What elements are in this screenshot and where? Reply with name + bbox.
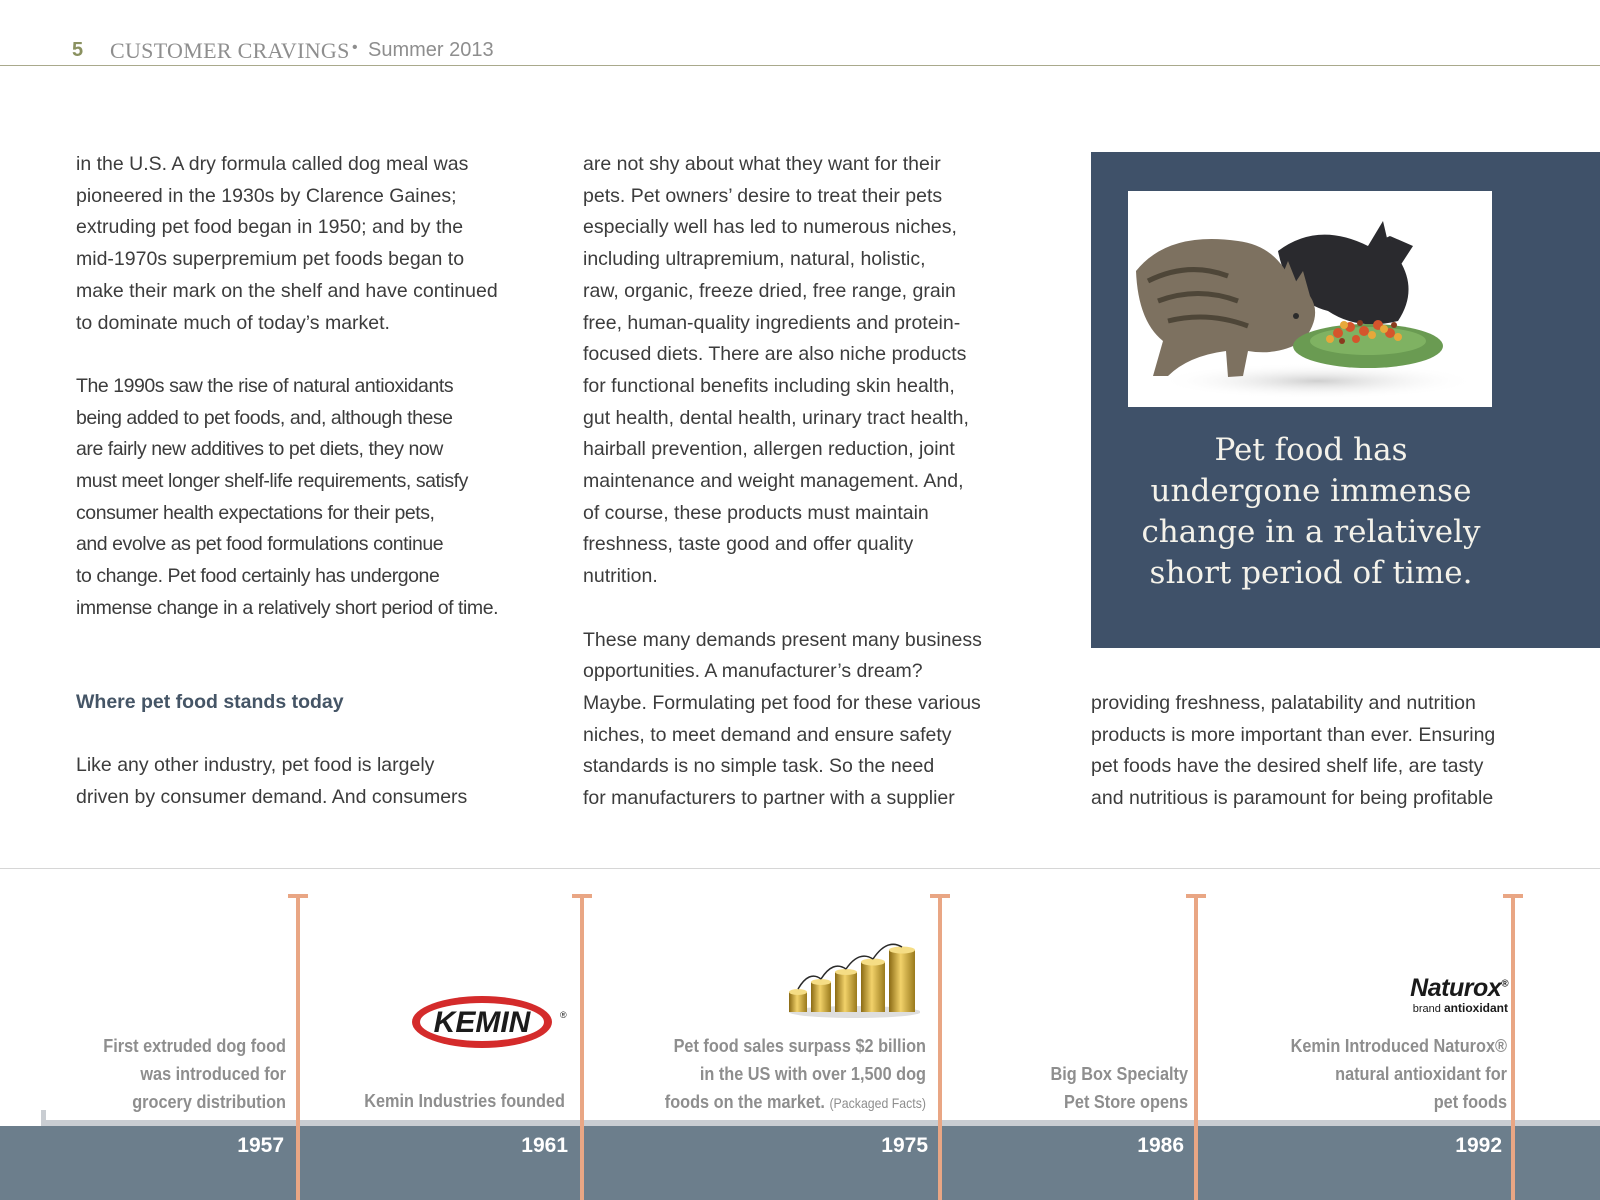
event-line: grocery distribution bbox=[132, 1091, 286, 1112]
text-column-2 bbox=[583, 149, 1043, 815]
quote-line: Pet food has bbox=[1214, 432, 1408, 468]
event-line: natural antioxidant for bbox=[1335, 1063, 1507, 1084]
text-line: Like any other industry, pet food is largely bbox=[76, 753, 435, 776]
timeline-event-1961 bbox=[332, 1087, 565, 1115]
naturox-sub-text: antioxidant bbox=[1443, 1001, 1508, 1015]
text-line: products is more important than ever. Ensuring bbox=[1091, 723, 1496, 746]
timeline-marker-1961 bbox=[580, 896, 584, 1200]
quote-line: short period of time. bbox=[1149, 555, 1473, 591]
event-line: Kemin Introduced Naturox® bbox=[1290, 1035, 1507, 1056]
text-line: Maybe. Formulating pet food for these various bbox=[583, 691, 981, 714]
text-line: providing freshness, palatability and nutrition bbox=[1091, 692, 1476, 714]
text-line: for functional benefits including skin health, bbox=[583, 374, 955, 397]
publication-title: CUSTOMER CRAVINGS bbox=[110, 38, 350, 63]
timeline-event-1957 bbox=[92, 1032, 286, 1116]
timeline-marker-cap bbox=[1503, 894, 1523, 898]
event-line: First extruded dog food bbox=[103, 1035, 286, 1056]
text-line: driven by consumer demand. And consumers bbox=[76, 785, 468, 808]
timeline-marker-1975 bbox=[938, 896, 942, 1200]
paragraph bbox=[76, 149, 546, 339]
pull-quote bbox=[1091, 430, 1531, 594]
text-line: focused diets. There are also niche products bbox=[583, 343, 967, 366]
timeline-marker-1957 bbox=[296, 896, 300, 1200]
event-line: in the US with over 1,500 dog bbox=[699, 1063, 926, 1084]
timeline-marker-cap bbox=[930, 894, 950, 898]
naturox-logo bbox=[1368, 974, 1508, 1015]
timeline-year: 1986 bbox=[1137, 1134, 1184, 1157]
text-line: niches, to meet demand and ensure safety bbox=[583, 723, 952, 746]
header-separator: • bbox=[352, 39, 358, 56]
paragraph bbox=[76, 371, 546, 625]
section-heading: Where pet food stands today bbox=[76, 690, 344, 713]
text-column-1 bbox=[76, 149, 546, 813]
event-line: pet foods bbox=[1433, 1091, 1507, 1112]
timeline-year: 1975 bbox=[881, 1134, 928, 1157]
text-column-3 bbox=[1091, 688, 1561, 815]
text-line: are not shy about what they want for their bbox=[583, 153, 941, 175]
timeline-event-1975 bbox=[646, 1032, 926, 1117]
event-source: (Packaged Facts) bbox=[829, 1095, 926, 1111]
event-line: Pet food sales surpass $2 billion bbox=[673, 1035, 926, 1056]
text-line: being added to pet foods, and, although these bbox=[76, 406, 453, 429]
text-line: must meet longer shelf-life requirements, satisfy bbox=[76, 470, 468, 493]
section-divider bbox=[0, 868, 1600, 869]
timeline-marker-cap bbox=[572, 894, 592, 898]
text-line: The 1990s saw the rise of natural antioxidants bbox=[76, 374, 454, 397]
naturox-name-text: Naturox bbox=[1410, 974, 1502, 1002]
text-line: standards is no simple task. So the need bbox=[583, 755, 935, 778]
text-line: pet foods have the desired shelf life, are tasty bbox=[1091, 755, 1484, 778]
text-line: for manufacturers to partner with a supplier bbox=[583, 787, 955, 810]
paragraph bbox=[583, 625, 1043, 815]
text-line: freshness, taste good and offer quality bbox=[583, 533, 914, 556]
timeline-year: 1961 bbox=[521, 1134, 568, 1157]
text-line: opportunities. A manufacturer’s dream? bbox=[583, 660, 923, 683]
timeline-event-1986 bbox=[1023, 1060, 1188, 1116]
quote-line: undergone immense bbox=[1150, 473, 1472, 509]
pull-quote-box bbox=[1091, 152, 1600, 648]
text-line: free, human-quality ingredients and protein- bbox=[583, 311, 961, 334]
kemin-logo-mark: ® bbox=[560, 1010, 567, 1020]
text-line: gut health, dental health, urinary tract health, bbox=[583, 406, 969, 429]
paragraph bbox=[1091, 688, 1561, 815]
text-line: nutrition. bbox=[583, 565, 658, 588]
paragraph bbox=[583, 149, 1043, 593]
running-header bbox=[0, 0, 1600, 66]
naturox-logo-subtitle bbox=[1368, 1001, 1508, 1015]
text-line: raw, organic, freeze dried, free range, grain bbox=[583, 279, 956, 302]
text-line: mid-1970s superpremium pet foods began to bbox=[76, 248, 465, 271]
text-line: of course, these products must maintain bbox=[583, 501, 929, 524]
text-line: immense change in a relatively short period of time. bbox=[76, 596, 499, 619]
text-line: in the U.S. A dry formula called dog meal was bbox=[76, 153, 469, 175]
kemin-logo bbox=[410, 994, 570, 1055]
event-line: was introduced for bbox=[140, 1063, 286, 1084]
quote-line: change in a relatively bbox=[1141, 514, 1481, 550]
event-line: Big Box Specialty bbox=[1050, 1063, 1188, 1084]
text-line: including ultrapremium, natural, holistic, bbox=[583, 248, 926, 271]
timeline-marker-cap bbox=[288, 894, 308, 898]
kemin-logo-text: KEMIN bbox=[433, 1006, 531, 1039]
naturox-logo-name bbox=[1368, 974, 1508, 1003]
text-line: maintenance and weight management. And, bbox=[583, 470, 964, 493]
event-line: Kemin Industries founded bbox=[364, 1090, 565, 1111]
text-line: pets. Pet owners’ desire to treat their pets bbox=[583, 184, 943, 207]
timeline-year: 1957 bbox=[237, 1134, 284, 1157]
text-line: and evolve as pet food formulations continue bbox=[76, 533, 444, 556]
text-line: hairball prevention, allergen reduction, joint bbox=[583, 438, 955, 461]
timeline-year: 1992 bbox=[1455, 1134, 1502, 1157]
timeline-event-1992 bbox=[1265, 1032, 1507, 1116]
page-number: 5 bbox=[72, 39, 84, 61]
text-line: and nutritious is paramount for being profitable bbox=[1091, 787, 1494, 810]
timeline-marker-1992 bbox=[1511, 896, 1515, 1200]
text-line: These many demands present many business bbox=[583, 628, 982, 651]
text-line: to dominate much of today’s market. bbox=[76, 311, 390, 334]
text-line: pioneered in the 1930s by Clarence Gaines; bbox=[76, 184, 457, 207]
timeline-marker-cap bbox=[1186, 894, 1206, 898]
text-line: are fairly new additives to pet diets, they now bbox=[76, 438, 443, 461]
issue-date: Summer 2013 bbox=[368, 39, 494, 61]
naturox-mark: ® bbox=[1501, 978, 1508, 990]
kittens-eating-photo bbox=[1128, 191, 1492, 407]
text-line: extruding pet food began in 1950; and by the bbox=[76, 216, 464, 239]
timeline-marker-1986 bbox=[1194, 896, 1198, 1200]
text-line: consumer health expectations for their pets, bbox=[76, 501, 435, 524]
naturox-sub-prefix: brand bbox=[1412, 1003, 1441, 1015]
gold-coins-illustration bbox=[785, 940, 920, 1025]
text-line: make their mark on the shelf and have continued bbox=[76, 279, 498, 302]
event-line: Pet Store opens bbox=[1064, 1091, 1188, 1112]
paragraph bbox=[76, 750, 546, 813]
event-line: foods on the market. bbox=[664, 1091, 825, 1112]
text-line: to change. Pet food certainly has undergone bbox=[76, 565, 440, 588]
text-line: especially well has led to numerous niches, bbox=[583, 216, 957, 239]
